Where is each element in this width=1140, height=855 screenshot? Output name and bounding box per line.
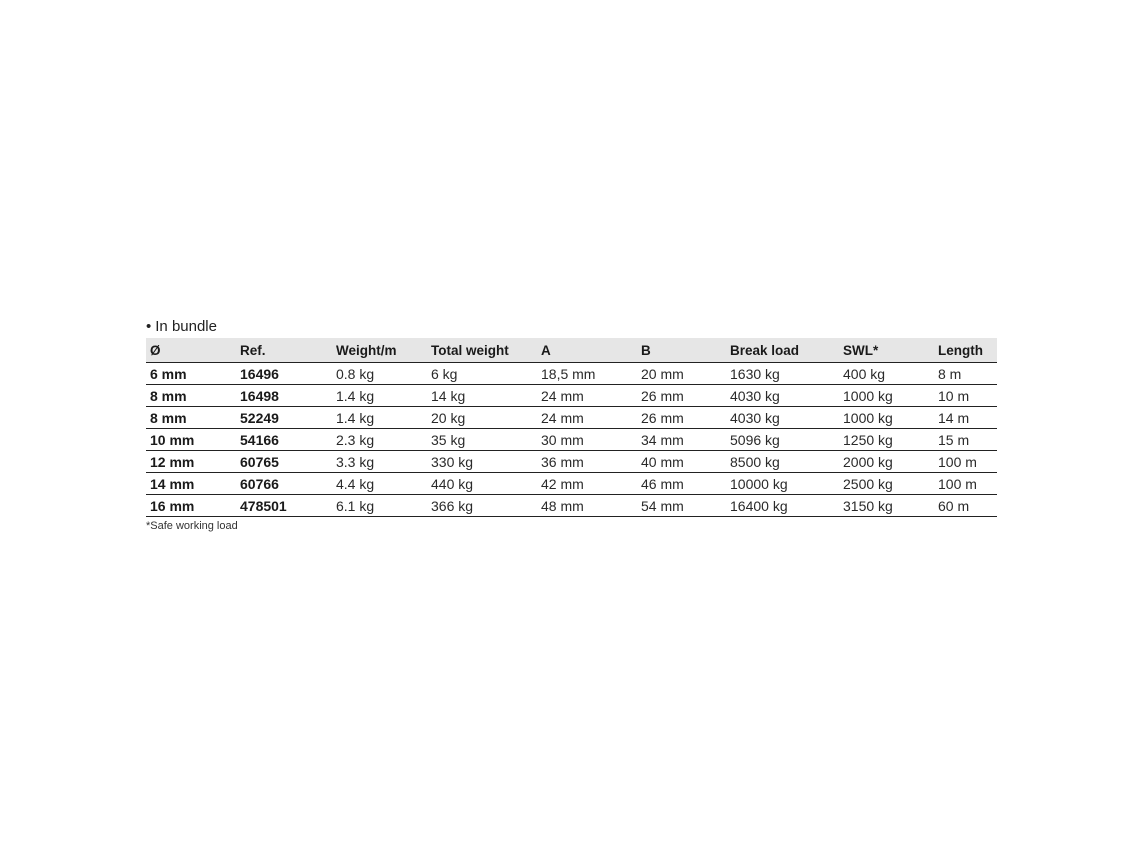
cell-weight-per-m: 6.1 kg — [332, 495, 427, 517]
cell-break-load: 16400 kg — [726, 495, 839, 517]
cell-weight-per-m: 2.3 kg — [332, 429, 427, 451]
section-title-text: In bundle — [155, 318, 217, 335]
cell-ref: 478501 — [236, 495, 332, 517]
cell-length: 60 m — [934, 495, 997, 517]
cell-swl: 1000 kg — [839, 385, 934, 407]
section-title — [146, 318, 997, 336]
cell-weight-per-m: 3.3 kg — [332, 451, 427, 473]
cell-swl: 2000 kg — [839, 451, 934, 473]
cell-b: 26 mm — [637, 407, 726, 429]
cell-a: 18,5 mm — [537, 363, 637, 385]
cell-ref: 16498 — [236, 385, 332, 407]
cell-diameter: 12 mm — [146, 451, 236, 473]
cell-weight-per-m: 4.4 kg — [332, 473, 427, 495]
cell-a: 24 mm — [537, 385, 637, 407]
cell-length: 14 m — [934, 407, 997, 429]
footnote: *Safe working load — [146, 520, 238, 532]
cell-swl: 1000 kg — [839, 407, 934, 429]
cell-b: 20 mm — [637, 363, 726, 385]
cell-total-weight: 440 kg — [427, 473, 537, 495]
cell-swl: 400 kg — [839, 363, 934, 385]
cell-diameter: 8 mm — [146, 407, 236, 429]
cell-length: 100 m — [934, 473, 997, 495]
cell-diameter: 10 mm — [146, 429, 236, 451]
cell-length: 8 m — [934, 363, 997, 385]
cell-length: 100 m — [934, 451, 997, 473]
table-row — [146, 363, 997, 385]
cell-weight-per-m: 1.4 kg — [332, 407, 427, 429]
cell-weight-per-m: 1.4 kg — [332, 385, 427, 407]
cell-break-load: 4030 kg — [726, 385, 839, 407]
cell-b: 46 mm — [637, 473, 726, 495]
cell-diameter: 6 mm — [146, 363, 236, 385]
cell-length: 10 m — [934, 385, 997, 407]
cell-diameter: 8 mm — [146, 385, 236, 407]
column-header-break-load: Break load — [726, 338, 839, 363]
table-row — [146, 451, 997, 473]
cell-total-weight: 35 kg — [427, 429, 537, 451]
column-header-a: A — [537, 338, 637, 363]
cell-swl: 3150 kg — [839, 495, 934, 517]
cell-total-weight: 20 kg — [427, 407, 537, 429]
column-header-total-weight: Total weight — [427, 338, 537, 363]
cell-ref: 16496 — [236, 363, 332, 385]
column-header-length: Length — [934, 338, 997, 363]
cell-break-load: 1630 kg — [726, 363, 839, 385]
cell-a: 36 mm — [537, 451, 637, 473]
cell-ref: 54166 — [236, 429, 332, 451]
spec-table — [146, 338, 997, 517]
cell-break-load: 8500 kg — [726, 451, 839, 473]
bullet-icon: • — [146, 318, 152, 335]
cell-a: 48 mm — [537, 495, 637, 517]
cell-break-load: 4030 kg — [726, 407, 839, 429]
cell-b: 34 mm — [637, 429, 726, 451]
cell-swl: 2500 kg — [839, 473, 934, 495]
cell-a: 24 mm — [537, 407, 637, 429]
table-header-row — [146, 338, 997, 363]
cell-total-weight: 6 kg — [427, 363, 537, 385]
cell-ref: 52249 — [236, 407, 332, 429]
cell-b: 54 mm — [637, 495, 726, 517]
table-row — [146, 385, 997, 407]
cell-b: 40 mm — [637, 451, 726, 473]
cell-a: 30 mm — [537, 429, 637, 451]
cell-break-load: 10000 kg — [726, 473, 839, 495]
cell-a: 42 mm — [537, 473, 637, 495]
column-header-swl: SWL* — [839, 338, 934, 363]
cell-ref: 60765 — [236, 451, 332, 473]
cell-total-weight: 366 kg — [427, 495, 537, 517]
cell-b: 26 mm — [637, 385, 726, 407]
cell-diameter: 16 mm — [146, 495, 236, 517]
cell-break-load: 5096 kg — [726, 429, 839, 451]
cell-ref: 60766 — [236, 473, 332, 495]
cell-weight-per-m: 0.8 kg — [332, 363, 427, 385]
table-row — [146, 495, 997, 517]
column-header-b: B — [637, 338, 726, 363]
column-header-weight-per-m: Weight/m — [332, 338, 427, 363]
table-row — [146, 429, 997, 451]
cell-swl: 1250 kg — [839, 429, 934, 451]
cell-diameter: 14 mm — [146, 473, 236, 495]
cell-total-weight: 14 kg — [427, 385, 537, 407]
spec-section — [146, 318, 997, 532]
column-header-diameter: Ø — [146, 338, 236, 363]
table-row — [146, 407, 997, 429]
column-header-ref: Ref. — [236, 338, 332, 363]
table-row — [146, 473, 997, 495]
cell-total-weight: 330 kg — [427, 451, 537, 473]
cell-length: 15 m — [934, 429, 997, 451]
